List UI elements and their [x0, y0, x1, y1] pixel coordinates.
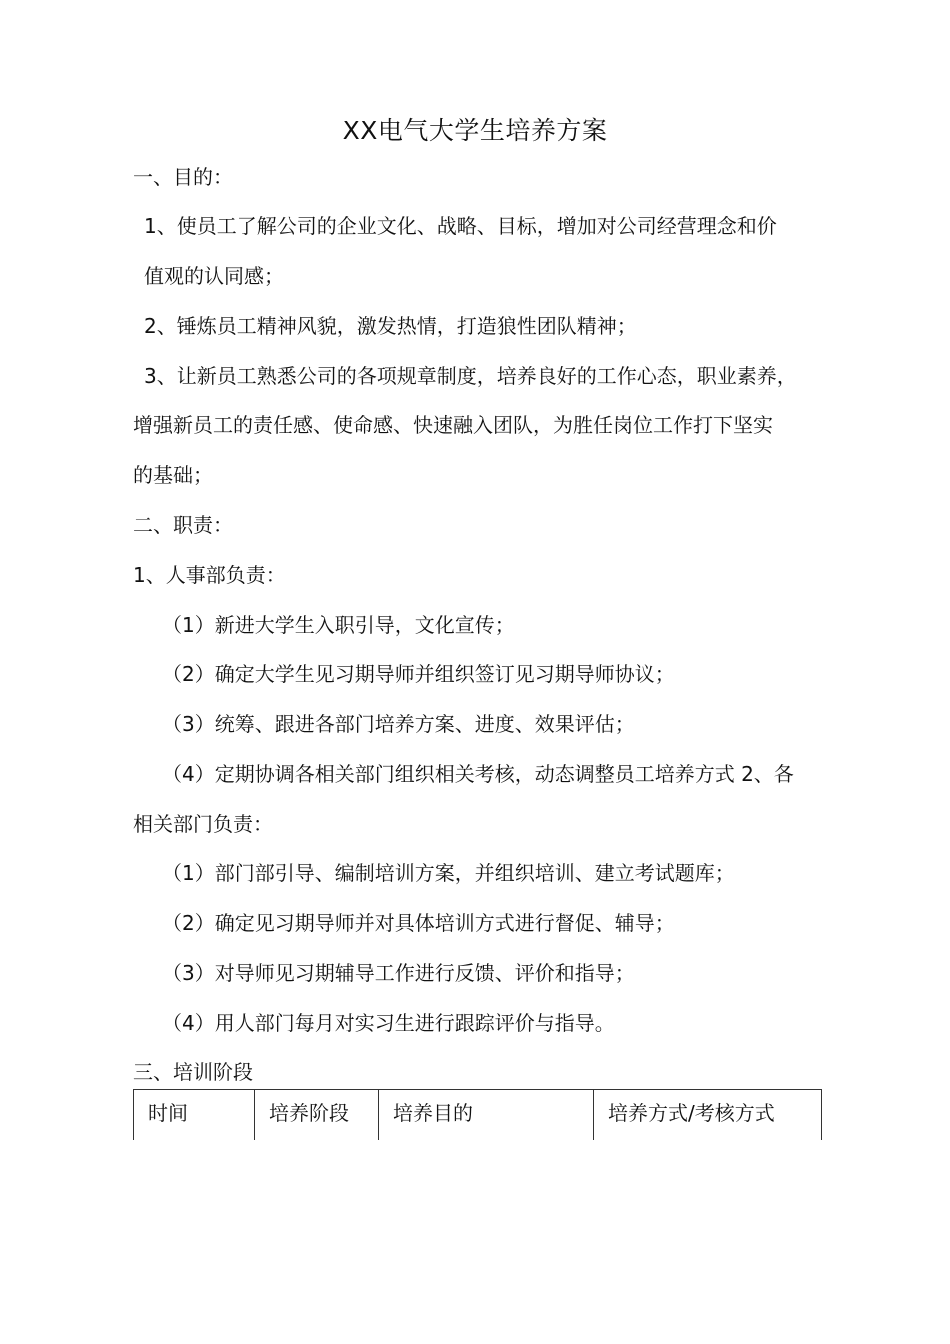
table-header-stage: 培养阶段: [255, 1090, 379, 1140]
table-header-purpose: 培养目的: [379, 1090, 594, 1140]
table-header-time: 时间: [134, 1090, 255, 1140]
duties-dept-item-2: （2）确定见习期导师并对具体培训方式进行督促、辅导；: [162, 911, 675, 935]
duties-hr-item-2: （2）确定大学生见习期导师并组织签订见习期导师协议；: [162, 662, 675, 686]
duties-hr-heading: 1、人事部负责：: [133, 563, 286, 587]
purpose-item-3-line-2: 增强新员工的责任感、使命感、快速融入团队，为胜任岗位工作打下坚实: [133, 413, 773, 437]
duties-hr-item-1: （1）新进大学生入职引导，文化宣传；: [162, 613, 515, 637]
duties-hr-item-4-line-1: （4）定期协调各相关部门组织相关考核，动态调整员工培养方式 2、各: [162, 762, 794, 786]
duties-hr-item-3: （3）统筹、跟进各部门培养方案、进度、效果评估；: [162, 712, 635, 736]
purpose-item-1-line-2: 值观的认同感；: [144, 264, 284, 288]
duties-hr-item-4-line-2: 相关部门负责：: [133, 812, 273, 836]
purpose-item-2: 2、锤炼员工精神风貌，激发热情，打造狼性团队精神；: [144, 314, 637, 338]
table-header-row: [134, 1090, 822, 1140]
section-heading-purpose: 一、目的：: [133, 165, 233, 189]
training-stage-table: [133, 1089, 822, 1140]
table-header-method: 培养方式/考核方式: [594, 1090, 822, 1140]
document-title: XX电气大学生培养方案: [342, 116, 608, 145]
section-heading-duties: 二、职责：: [133, 513, 233, 537]
section-heading-training: 三、培训阶段: [133, 1060, 253, 1084]
duties-dept-item-3: （3）对导师见习期辅导工作进行反馈、评价和指导；: [162, 961, 635, 985]
purpose-item-1-line-1: 1、使员工了解公司的企业文化、战略、目标，增加对公司经营理念和价: [144, 214, 777, 238]
purpose-item-3-line-1: 3、让新员工熟悉公司的各项规章制度，培养良好的工作心态，职业素养，: [144, 364, 797, 388]
purpose-item-3-line-3: 的基础；: [133, 463, 213, 487]
duties-dept-item-4: （4）用人部门每月对实习生进行跟踪评价与指导。: [162, 1011, 615, 1035]
duties-dept-item-1: （1）部门部引导、编制培训方案，并组织培训、建立考试题库；: [162, 861, 735, 885]
